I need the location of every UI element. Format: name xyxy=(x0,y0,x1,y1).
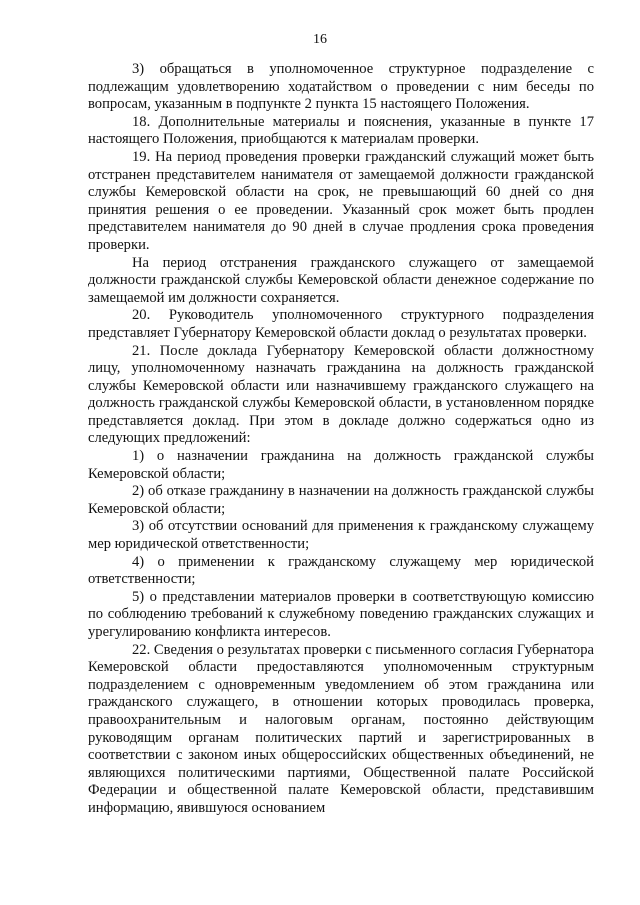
paragraph-20: 20. Руководитель уполномоченного структурного подразделения представляет Губернатору Кемеровской области доклад о результатах проверки. xyxy=(88,307,594,341)
paragraph-21: 21. После доклада Губернатору Кемеровской области должностному лицу, уполномоченному назначать гражданина на должность гражданской службы Кемеровской области или назначившему гражданского служащего на должность гражданской службы Кемеровской области, в установленном порядке представляется доклад. При этом в докладе должно содержаться одно из следующих предложений: xyxy=(88,342,594,447)
paragraph-21-option-2: 2) об отказе гражданину в назначении на должность гражданской службы Кемеровской области; xyxy=(88,483,594,517)
paragraph-19: 19. На период проведения проверки гражданский служащий может быть отстранен представителем нанимателя от замещаемой должности гражданской службы Кемеровской области на срок, не превышающий 60 дней со дня принятия решения о ее проведении. Указанный срок может быть продлен представителем нанимателя до 90 дней в случае продления срока проведения проверки. xyxy=(88,148,594,253)
paragraph-19-continuation: На период отстранения гражданского служащего от замещаемой должности гражданской службы Кемеровской области денежное содержание по замещаемой им должности сохраняется. xyxy=(88,254,594,306)
paragraph-22: 22. Сведения о результатах проверки с письменного согласия Губернатора Кемеровской области предоставляются уполномоченным структурным подразделением с одновременным уведомлением об этом гражданина или гражданского служащего, в отношении которых проводилась проверка, правоохранительным и налоговым органам, постоянно действующим руководящим органам политических партий и зарегистрированных в соответствии с законом иных общероссийских общественных объединений, не являющихся политическими партиями, Общественной палате Российской Федерации и общественной палате Кемеровской области, представившим информацию, явившуюся основанием xyxy=(88,641,594,816)
paragraph-item-3: 3) обращаться в уполномоченное структурное подразделение с подлежащим удовлетворению ходатайством о проведении с ним беседы по вопросам, указанным в подпункте 2 пункта 15 настоящего Положения. xyxy=(88,61,594,113)
paragraph-21-option-3: 3) об отсутствии оснований для применения к гражданскому служащему мер юридической ответственности; xyxy=(88,518,594,553)
document-body xyxy=(88,61,594,818)
paragraph-21-option-1: 1) о назначении гражданина на должность гражданской службы Кемеровской области; xyxy=(88,448,594,482)
paragraph-18: 18. Дополнительные материалы и пояснения, указанные в пункте 17 настоящего Положения, приобщаются к материалам проверки. xyxy=(88,113,594,148)
paragraph-21-option-4: 4) о применении к гражданскому служащему мер юридической ответственности; xyxy=(88,553,594,588)
paragraph-21-option-5: 5) о представлении материалов проверки в соответствующую комиссию по соблюдению требований к служебному поведению гражданских служащих и урегулированию конфликта интересов. xyxy=(88,588,594,640)
page-number: 16 xyxy=(313,32,327,47)
